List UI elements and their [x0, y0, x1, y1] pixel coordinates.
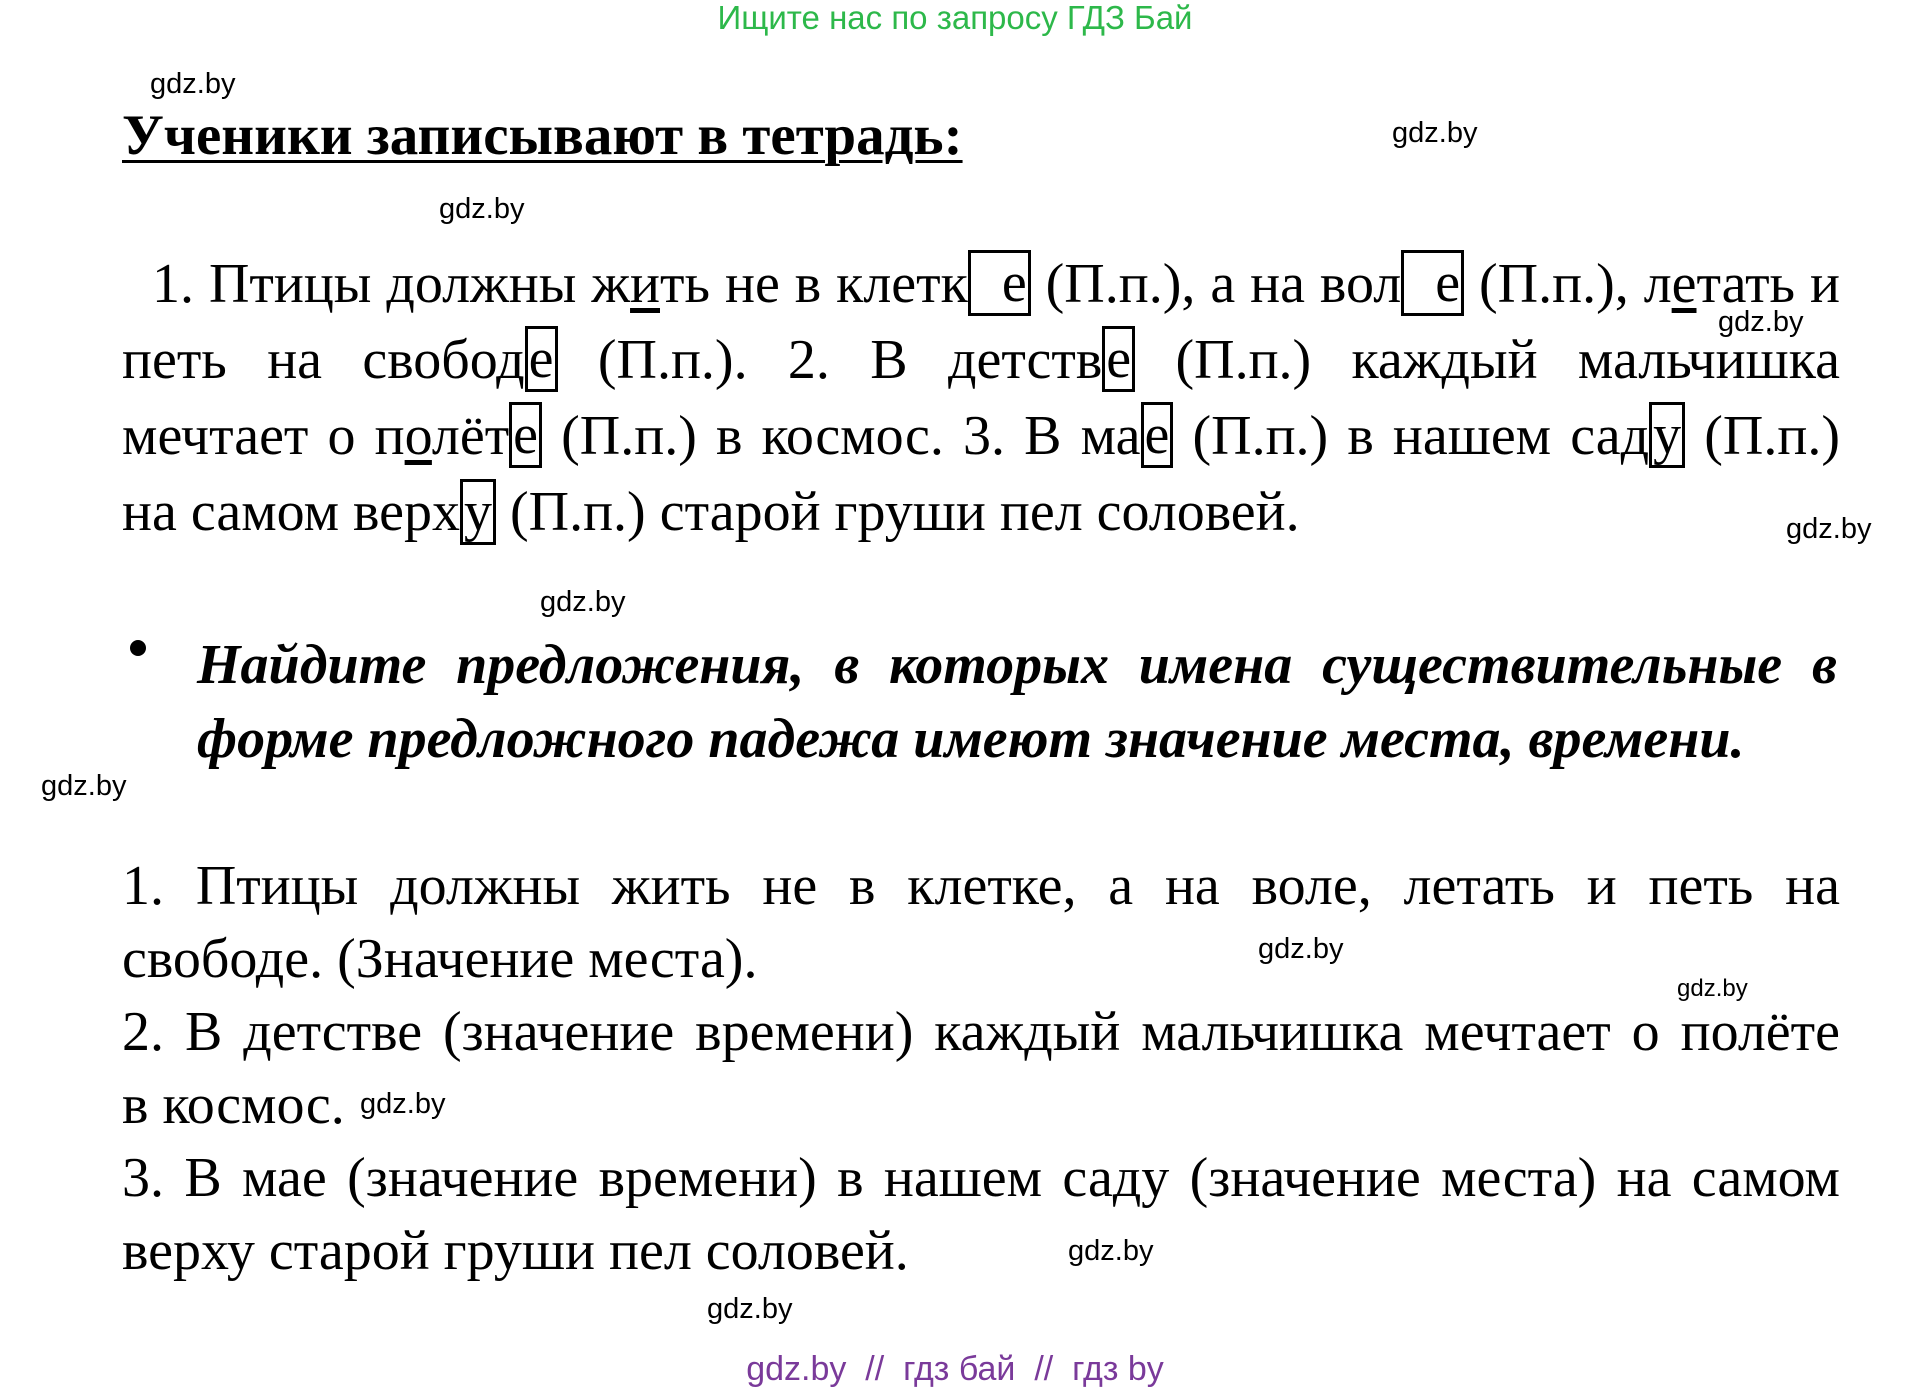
ending-box: у: [1649, 402, 1685, 468]
watermark: gdz.by: [360, 1088, 446, 1120]
ending-box: е: [525, 326, 558, 392]
ending-box: у: [460, 479, 496, 545]
watermark: gdz.by: [1258, 933, 1344, 965]
watermark: gdz.by: [540, 586, 626, 618]
top-banner: Ищите нас по запросу ГДЗ Бай: [717, 0, 1193, 36]
page-heading: Ученики записывают в тетрадь:: [122, 104, 963, 167]
watermark: gdz.by: [41, 770, 127, 802]
watermark: gdz.by: [1068, 1235, 1154, 1267]
bullet-icon: [130, 640, 146, 656]
exercise-paragraph: [122, 246, 1840, 551]
watermark: gdz.by: [1677, 975, 1748, 1002]
answer-3: 3. В мае (значение времени) в нашем саду (значение места) на самом верху старой груши пел соловей.: [122, 1147, 1840, 1282]
watermark: gdz.by: [1786, 513, 1872, 545]
watermark: gdz.by: [1392, 117, 1478, 149]
exercise-line: петь на свободе (П.п.). 2. В детстве (П.п.) каждый мальчишка: [122, 328, 1840, 392]
answer-2: 2. В детстве (значение времени) каждый мальчишка мечтает о полёте в космос.: [122, 1001, 1840, 1136]
exercise-line: мечтает о полёте (П.п.) в космос. 3. В мае (П.п.) в нашем саду (П.п.): [122, 404, 1840, 468]
ending-box: е: [968, 250, 1031, 316]
exercise-line: на самом верху (П.п.) старой груши пел соловей.: [122, 480, 1300, 544]
ending-box: е: [1401, 250, 1464, 316]
ending-box: е: [1102, 326, 1135, 392]
ending-box: е: [509, 402, 542, 468]
watermark: gdz.by: [707, 1293, 793, 1325]
task-instruction: Найдите предложения, в которых имена существительные в форме предложного падежа имеют значение места, времени.: [197, 634, 1837, 770]
ending-box: е: [1141, 402, 1174, 468]
watermark: gdz.by: [439, 193, 525, 225]
watermark: gdz.by: [1718, 306, 1804, 338]
watermark: gdz.by: [150, 68, 236, 100]
exercise-line: 1. Птицы должны жить не в клетк е (П.п.), а на вол е (П.п.), летать и: [152, 252, 1841, 315]
footer-links: gdz.by // гдз бай // гдз by: [746, 1350, 1164, 1388]
answer-1: 1. Птицы должны жить не в клетке, а на воле, летать и петь на свободе. (Значение места).: [122, 855, 1840, 990]
